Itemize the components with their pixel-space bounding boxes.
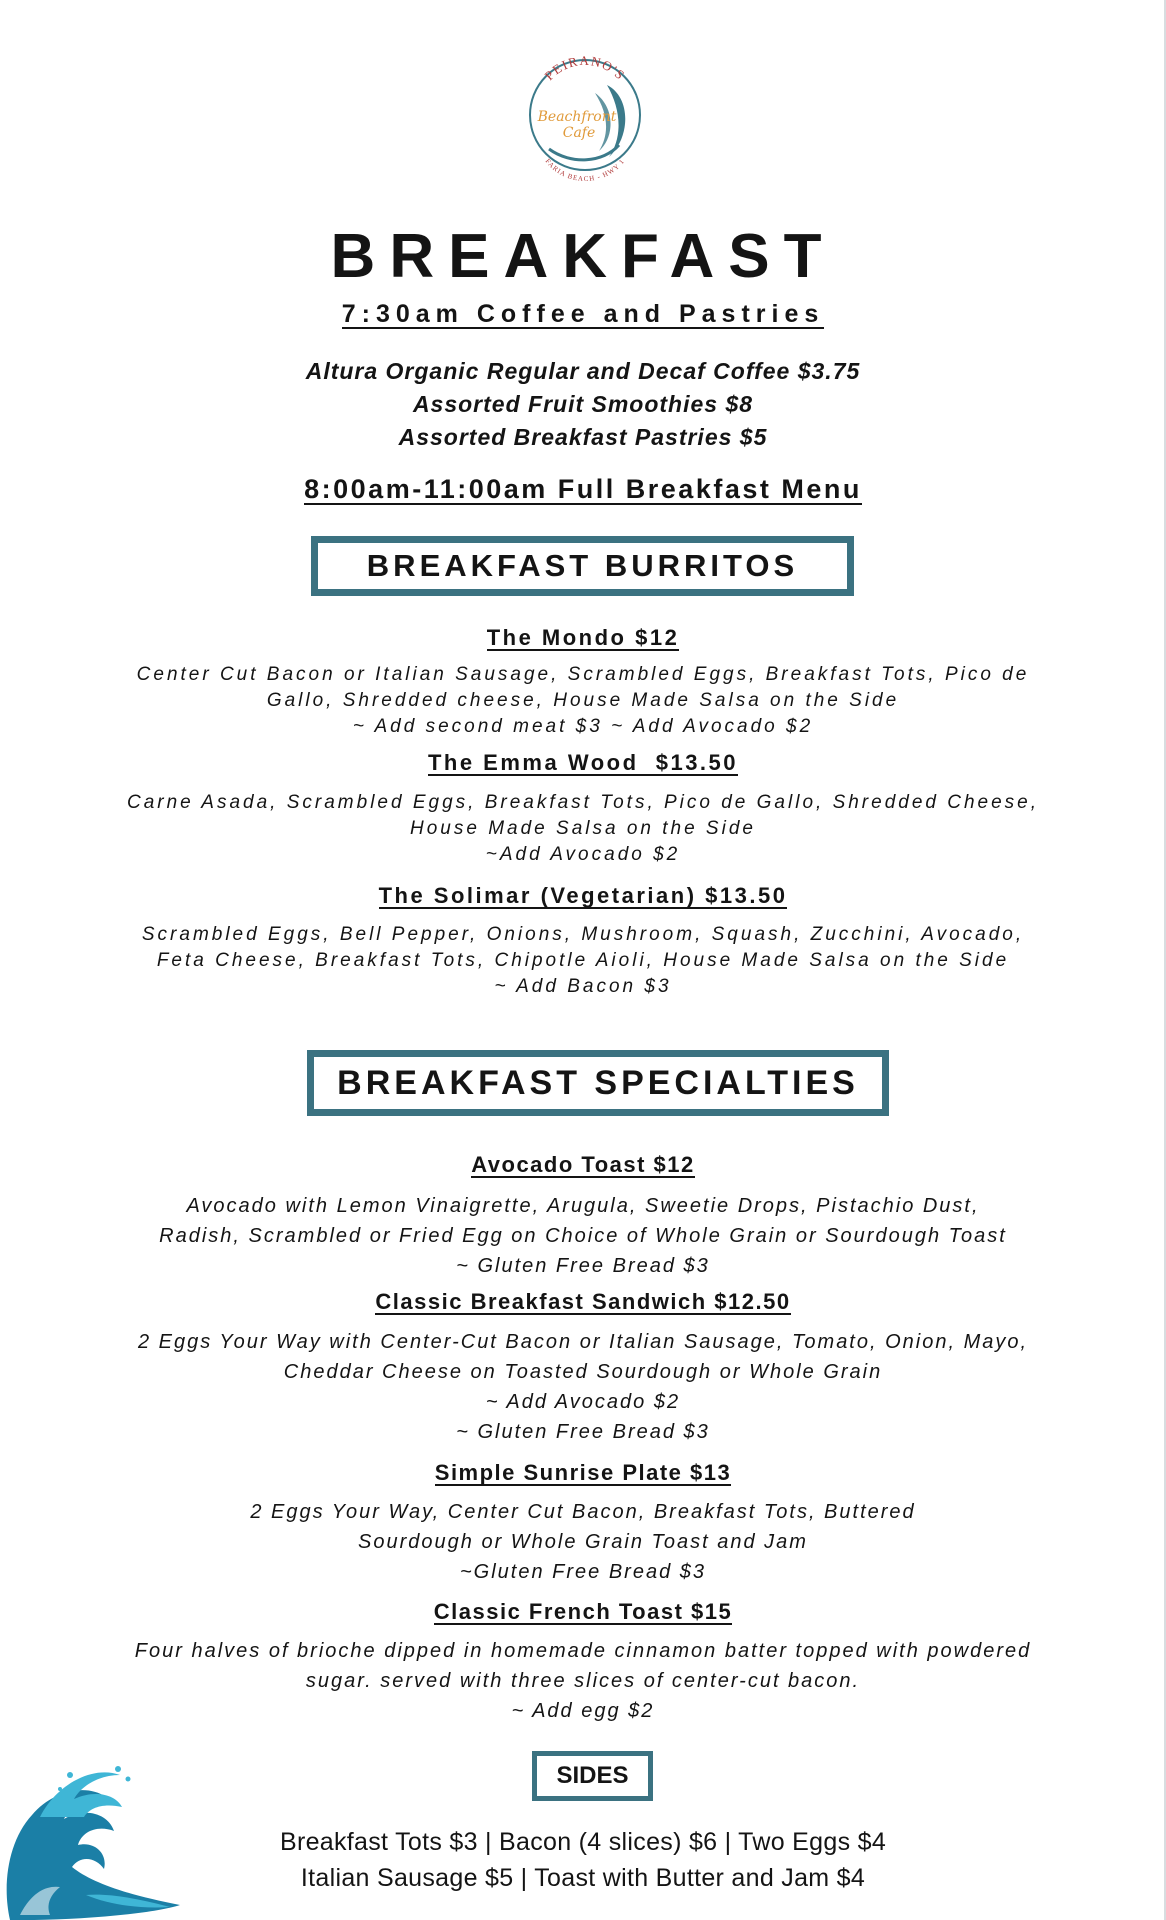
description-line: ~ Add Avocado $2 (485, 1391, 681, 1413)
description-line: ~Add Avocado $2 (485, 844, 681, 865)
coffee-item: Assorted Fruit Smoothies $8 (412, 391, 754, 417)
description-line: Feta Cheese, Breakfast Tots, Chipotle Aioli, House Made Salsa on the Side (156, 950, 1010, 971)
full-menu-heading-row (0, 474, 1166, 505)
description-line: ~ Gluten Free Bread $3 (456, 1255, 710, 1277)
menu-item-name-row (0, 750, 1166, 776)
logo-bottom-text: FARIA BEACH - HWY 1 (543, 157, 627, 184)
description-line: sugar. served with three slices of center-cut bacon. (305, 1670, 861, 1692)
description-line: Center Cut Bacon or Italian Sausage, Scrambled Eggs, Breakfast Tots, Pico de (136, 664, 1030, 685)
section-title-specialties: BREAKFAST SPECIALTIES (307, 1050, 889, 1116)
menu-item-description (0, 1327, 1166, 1447)
description-line: Scrambled Eggs, Bell Pepper, Onions, Mushroom, Squash, Zucchini, Avocado, (141, 924, 1025, 945)
menu-item-name-row (0, 1460, 1166, 1486)
sides-line: Italian Sausage $5 | Toast with Butter and Jam $4 (300, 1864, 866, 1892)
section-title-burritos: BREAKFAST BURRITOS (311, 536, 854, 596)
description-line: Radish, Scrambled or Fried Egg on Choice of Whole Grain or Sourdough Toast (159, 1225, 1007, 1247)
menu-item-name: Simple Sunrise Plate $13 (434, 1460, 732, 1485)
description-line: Cheddar Cheese on Toasted Sourdough or Whole Grain (283, 1361, 883, 1383)
description-line: ~Gluten Free Bread $3 (459, 1561, 706, 1583)
menu-item-name-row (0, 1152, 1166, 1178)
page-title: BREAKFAST (330, 222, 836, 291)
sides-line: Breakfast Tots $3 | Bacon (4 slices) $6 | Two Eggs $4 (279, 1828, 887, 1856)
description-line: ~ Gluten Free Bread $3 (456, 1421, 710, 1443)
section-title-sides: SIDES (532, 1751, 653, 1801)
description-line: ~ Add Bacon $3 (494, 976, 672, 997)
menu-item-name-row (0, 1289, 1166, 1315)
coffee-item: Assorted Breakfast Pastries $5 (398, 424, 768, 450)
menu-item-description (0, 1497, 1166, 1587)
menu-item-name: The Solimar (Vegetarian) $13.50 (378, 883, 788, 908)
description-line: 2 Eggs Your Way with Center-Cut Bacon or Italian Sausage, Tomato, Onion, Mayo, (137, 1331, 1029, 1353)
menu-item-name: The Mondo $12 (486, 625, 680, 650)
description-line: 2 Eggs Your Way, Center Cut Bacon, Breakfast Tots, Buttered (250, 1501, 916, 1523)
description-line: Sourdough or Whole Grain Toast and Jam (358, 1531, 808, 1553)
description-line: ~ Add second meat $3 ~ Add Avocado $2 (352, 716, 814, 737)
menu-item-description (0, 922, 1166, 1000)
coffee-heading-row (0, 300, 1166, 329)
cafe-logo (519, 45, 651, 185)
coffee-item-list (0, 355, 1166, 454)
menu-item-name-row (0, 883, 1166, 909)
menu-item-description (0, 662, 1166, 740)
menu-item-name: The Emma Wood $13.50 (427, 750, 739, 775)
coffee-item: Altura Organic Regular and Decaf Coffee $3.75 (305, 358, 861, 384)
logo-top-text: PEIRANO'S (541, 52, 629, 84)
menu-item-description (0, 790, 1166, 868)
wave-icon (0, 1745, 190, 1920)
description-line: Gallo, Shredded cheese, House Made Salsa on the Side (266, 690, 900, 711)
menu-item-description (0, 1636, 1166, 1726)
menu-item-name: Avocado Toast $12 (471, 1152, 695, 1177)
menu-item-name: Classic Breakfast Sandwich $12.50 (375, 1289, 791, 1314)
description-line: Avocado with Lemon Vinaigrette, Arugula, Sweetie Drops, Pistachio Dust, (186, 1195, 980, 1217)
menu-item-name-row (0, 1599, 1166, 1625)
coffee-heading: 7:30am Coffee and Pastries (341, 300, 825, 328)
menu-item-name: Classic French Toast $15 (433, 1599, 733, 1624)
description-line: House Made Salsa on the Side (410, 818, 756, 839)
menu-item-name-row (0, 625, 1166, 651)
description-line: ~ Add egg $2 (511, 1700, 655, 1722)
full-menu-heading: 8:00am-11:00am Full Breakfast Menu (304, 474, 862, 504)
logo-script-text: Beachfront Cafe (537, 109, 617, 141)
menu-item-description (0, 1191, 1166, 1281)
description-line: Four halves of brioche dipped in homemade cinnamon batter topped with powdered (134, 1640, 1032, 1662)
description-line: Carne Asada, Scrambled Eggs, Breakfast Tots, Pico de Gallo, Shredded Cheese, (126, 792, 1040, 813)
